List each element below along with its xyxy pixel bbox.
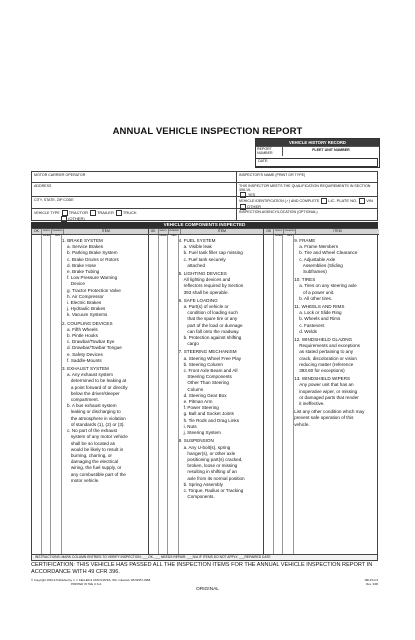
component-item[interactable]: d. Brake Hose [67,262,97,268]
section-title: 11. WHEELS AND RIMS [294,304,345,310]
col-item-header: ITEM [217,229,226,233]
component-item[interactable]: b. Pintle Hooks [67,333,98,339]
component-item[interactable]: f. Low Pressure Warning [67,275,118,281]
instructions-bar: INSTRUCTIONS: MARK COLUMN ENTRIES TO VERIFY INSPECTION: ___OK, ___ NEEDS REPAIR, ___N/A IF ITEMS DO NOT APPLY, ___REPAIRED DATE [31,555,378,561]
component-item[interactable]: motor vehicle. [67,477,100,483]
section-title: 10. TIRES [294,277,316,283]
component-item[interactable]: a. Tires on any steering axle [299,283,357,289]
component-item[interactable]: or damaged parts that render [299,394,359,400]
component-item[interactable]: leaking or discharging to [67,409,121,415]
component-item[interactable]: c. Adjustable Axle [299,256,336,262]
component-item[interactable]: b. Tire and Wheel Clearance [299,250,358,256]
truck-checkbox[interactable] [116,210,122,216]
trailer-checkbox[interactable] [90,210,96,216]
component-item[interactable]: 393 shall be operable. [183,289,229,295]
component-item[interactable]: the atmosphere in violation [67,415,126,421]
component-item[interactable]: c. Fasteners [299,322,325,328]
component-item[interactable]: hanger(s), or other axle [183,450,236,456]
qualification-text: THIS INSPECTOR MEETS THE QUALIFICATION REQUIREMENTS IN SECTION 396.19. [239,184,371,192]
trailer-label: TRAILER [96,210,114,215]
date-field[interactable]: DATE: [255,158,378,167]
component-item[interactable]: Any power unit that has an [299,382,354,388]
motor-carrier-field[interactable]: MOTOR CARRIER OPERATOR [34,173,86,177]
component-item[interactable]: b. A bus exhaust system [67,403,117,409]
component-item[interactable]: Components. [183,494,215,500]
component-item[interactable]: b. Spring Assembly [183,481,223,487]
component-item[interactable]: a. Steering Wheel Free Play [183,355,242,361]
component-section [62,366,146,484]
component-section [62,238,146,319]
component-section [179,349,262,436]
items-list-3 [294,236,377,428]
component-item[interactable]: as stated pertaining to any [299,349,354,355]
section-title: 8. SUSPENSION [178,438,214,444]
history-header: VEHICLE HISTORY RECORD [256,139,379,146]
component-item[interactable]: b. All other tires. [299,295,333,301]
component-item[interactable]: Device [67,281,85,287]
col-ok-header: OK [149,229,159,234]
component-item[interactable]: reducing matter (reference [299,361,354,367]
component-item[interactable]: Column [183,386,204,392]
component-item[interactable]: Steering Components [183,374,232,380]
component-item[interactable]: a. Lock or Slide Ring [299,310,342,316]
component-item[interactable]: g. Tractor Protection Valve [67,287,121,293]
vehicle-id-label: VEHICLE IDENTIFICATION (✓) AND COMPLETE [239,199,320,203]
col-item-header: ITEM [101,229,110,233]
component-section [62,321,146,364]
component-item[interactable]: condition of loading such [183,310,238,316]
col-repaired-header: REPAIRED DATE [169,230,180,237]
section-title: 2. COUPLING DEVICES [62,320,113,326]
component-item[interactable]: a. Visible leak [183,244,212,250]
component-item[interactable]: Assemblies (Sliding [299,262,343,268]
component-item[interactable]: a. Any exhaust system [67,372,113,378]
component-section [179,298,262,348]
section-title: 12. WINDSHIELD GLAZING [294,337,353,343]
component-item[interactable]: e. Pitman Arm [183,399,213,405]
section-title: 13. WINDSHIELD WIPERS [294,376,351,382]
component-item[interactable]: c. Front Axle Beam and All [183,368,238,374]
info-row-3 [31,197,378,209]
component-section [294,277,377,302]
component-item[interactable]: crack, discoloration or vision [299,355,357,361]
other-type-label: (OTHER) [68,216,85,222]
info-row-1 [31,171,378,183]
component-item[interactable]: List any other condition which may [294,409,365,415]
col-item-header: ITEM [333,229,342,233]
inspection-location-field[interactable]: INSPECTION AGENCY/LOCATION (OPTIONAL) [236,209,377,220]
col-repaired-header: REPAIRED DATE [52,230,63,237]
printed-text: PRINTED IN THE U.S.A. [71,581,103,586]
component-item[interactable]: 393.60 for exceptions) [299,368,345,374]
component-item[interactable]: b. Wheels and Rims [299,316,341,322]
info-row-4 [31,209,378,221]
component-item[interactable]: it ineffective. [299,401,325,407]
component-item[interactable]: d. Welds [299,328,317,334]
component-item[interactable]: e. Safety Devices [67,351,103,357]
form-number: 180-FS-C3 [364,578,378,582]
component-item[interactable]: b. Steering Column [183,361,223,367]
vin-label: VIN [366,198,373,203]
component-item[interactable]: reflectors required by Section [183,283,244,289]
component-item[interactable]: a. Service Brakes [67,244,103,250]
component-item[interactable]: determined to be leaking at [67,378,127,384]
component-section [294,376,377,407]
component-item[interactable]: c. Fuel tank securely [183,256,226,262]
address-field[interactable]: ADDRESS [34,184,52,188]
component-item[interactable]: resulting in shifting of an [183,469,237,475]
component-section [179,238,262,269]
component-item[interactable]: attached [183,262,206,268]
component-item[interactable]: damaging the electrical [67,459,119,465]
report-number-field[interactable]: REPORT NUMBER [256,147,283,156]
component-item[interactable]: d. Steering Gear Box [183,392,227,398]
component-item[interactable]: k. Vacuum Systems [67,312,108,318]
truck-label: TRUCK [122,210,137,215]
component-item[interactable]: j. Hydraulic Brakes [67,306,106,312]
component-item[interactable]: a. Frame Members [299,244,338,250]
component-item[interactable]: below the driver/sleeper [67,390,120,396]
component-item[interactable]: Other Than Steering [183,380,229,386]
components-column-3 [263,229,379,554]
section-title: 4. FUEL SYSTEM [178,238,216,243]
component-item[interactable]: part of the load or dunnage [183,322,243,328]
component-item[interactable]: f. Power Steering [183,405,219,411]
component-item[interactable]: vehicle. [294,421,310,427]
section-title: 3. EXHAUST SYSTEM [62,366,109,372]
component-item[interactable]: Requirements and exceptions [299,343,360,349]
component-item[interactable]: g. Ball and Socket Joints [183,411,234,417]
section-title: 7. STEERING MECHANISM [178,349,237,355]
original-label: ORIGINAL [196,587,219,592]
page-title: ANNUAL VEHICLE INSPECTION REPORT [112,126,303,137]
footer [31,579,378,586]
lic-plate-checkbox[interactable] [321,198,327,204]
vehicle-type-label: VEHICLE TYPE [34,211,60,215]
other-label: OTHER [247,204,261,210]
component-section [294,304,377,335]
component-item[interactable]: inoperative wiper, or missing [299,388,358,394]
component-item[interactable]: axle from its normal position [183,475,245,481]
lic-plate-label: LIC. PLATE NO. [328,198,358,203]
component-item[interactable]: wiring, the fuel supply, or [67,465,122,471]
items-list-1 [62,236,146,484]
component-item[interactable]: i. Electric Brakes [67,300,102,306]
items-list-2 [179,236,262,500]
revision: Rev. 3/96 [366,581,378,586]
component-item[interactable]: h. Air Compressor [67,293,104,299]
component-item[interactable]: a. Fifth Wheels [67,326,98,332]
col-ok-header: OK [264,229,274,234]
component-section [294,337,377,374]
copyright-text: © Copyright 1994 & Published by J. J. KELLER & ASSOCIATES, INC.• Neenah, WI•54957-0368 [31,578,151,582]
component-item[interactable]: of a power unit. [299,289,335,295]
component-item[interactable]: positioning part(s) cracked, [183,456,243,462]
section-title: 6. SAFE LOADING [178,297,218,303]
component-item[interactable]: Subframes) [299,269,327,275]
component-item[interactable]: can fall onto the roadway. [183,328,240,334]
components-table [31,228,378,555]
component-section [179,271,262,296]
component-item[interactable]: c. Torque, Radius or Tracking [183,487,244,493]
component-item[interactable]: f. Saddle-Mounts [67,357,102,363]
components-column-1 [32,229,148,554]
info-row-2 [31,183,378,197]
component-item[interactable]: a point forward of or directly [67,384,128,390]
component-item[interactable]: prevent safe operation of this [294,415,354,421]
city-state-zip-field[interactable]: CITY, STATE, ZIP CODE [34,198,74,202]
col-needs-header: NEEDS REPAIR [42,230,51,237]
component-item[interactable]: b. Parking Brake System [67,250,118,256]
component-section [179,438,262,500]
component-item[interactable]: i. Nuts [183,423,197,429]
component-item[interactable]: shall be so located as [67,440,116,446]
components-column-2 [148,229,264,554]
component-item[interactable]: b. Protection against shifting [183,335,242,341]
component-item[interactable]: c. Drawbar/Towbar Eye [67,339,115,345]
component-item[interactable]: that the spare tire or any [183,316,238,322]
col-ok-header: OK [32,229,42,234]
inspector-name-field[interactable]: INSPECTOR'S NAME (PRINT OR TYPE) [236,172,377,182]
component-item[interactable]: compartment. [67,397,99,403]
component-item[interactable]: a. Part(s) of vehicle or [183,304,229,310]
component-item[interactable]: e. Brake Tubing [67,269,100,275]
yes-label: YES [247,192,256,197]
col-needs-header: NEEDS REPAIR [159,230,167,237]
component-item[interactable]: c. Brake Drums or Rotors [67,256,119,262]
section-title: 9. FRAME [294,238,316,243]
component-item[interactable]: any combustible part of the [67,471,126,477]
component-item[interactable]: c. No part of the exhaust [67,428,118,434]
component-item[interactable]: of standards (1), (2) or (3). [67,421,125,427]
col-needs-header: NEEDS REPAIR [275,230,283,237]
col-repaired-header: REPAIRED DATE [284,230,295,237]
component-item[interactable]: All lighting devices and [183,277,231,283]
component-section [294,238,377,275]
component-item[interactable]: burning, charring, or [67,452,112,458]
component-item[interactable]: broken, loose or missing [183,463,238,469]
component-section [294,409,377,428]
section-title: 5. LIGHTING DEVICES [178,271,227,277]
component-item[interactable]: would be likely to result in [67,446,124,452]
certification-text: CERTIFICATION: THIS VEHICLE HAS PASSED ALL THE INSPECTION ITEMS FOR THE ANNUAL VEHICLE INSPECTION REPORT IN ACCORDANCE WITH 49 CFR 396. [31,562,373,576]
component-item[interactable]: d. Drawbar/Towbar Tongue [67,345,122,351]
tractor-label: TRACTOR [68,210,88,215]
section-title: 1. BRAKE SYSTEM [62,238,103,243]
component-item[interactable]: j. Steering System [183,430,221,436]
fleet-unit-field[interactable]: FLEET UNIT NUMBER [312,148,350,152]
vin-checkbox[interactable] [359,198,365,204]
component-item[interactable]: b. Fuel tank filler cap missing [183,250,243,256]
component-item[interactable]: system of any motor vehicle [67,434,128,440]
component-item[interactable]: h. Tie Rods and Drag Links [183,417,240,423]
component-item[interactable]: a. Any U-bolt(s), spring [183,444,231,450]
component-item[interactable]: cargo [183,341,199,347]
components-header: VEHICLE COMPONENTS INSPECTED [31,222,378,228]
